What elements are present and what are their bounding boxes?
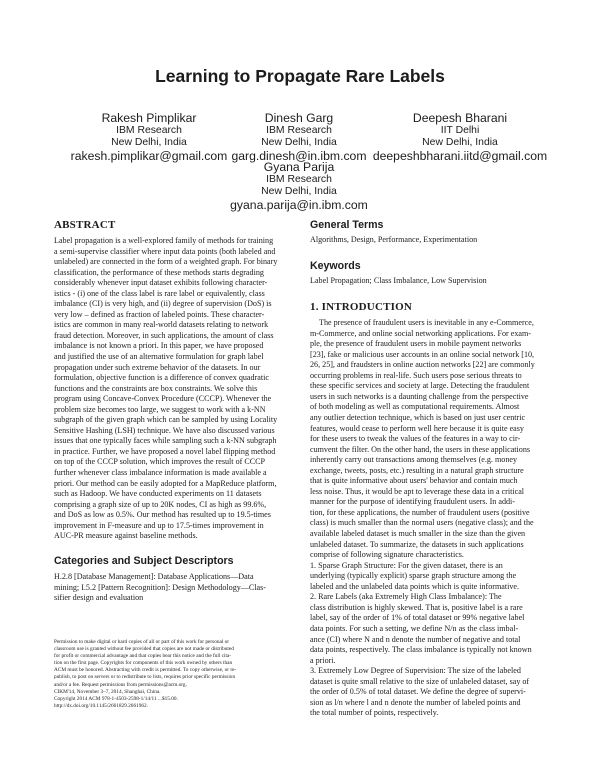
introduction-line: of both modeling as well as computational requirements. Almost <box>310 402 520 412</box>
permission-line: Copyright 2014 ACM 978-1-4503-2598-1/14/11 ...$15.00. <box>54 695 178 702</box>
paper-title: Learning to Propagate Rare Labels <box>155 66 445 86</box>
introduction-line: label, say of the order of 1% of total dataset or 99% negative label <box>310 613 525 623</box>
abstract-line: propagation under such extreme behavior of the datasets. In our <box>54 362 261 372</box>
abstract-line: istics are common in many real-world datasets relating to network <box>54 320 269 330</box>
abstract-line: comprising a graph size of up to 20K nodes, CI as high as 99.6%, <box>54 499 267 509</box>
categories-line: H.2.8 [Database Management]: Database Applications—Data <box>54 572 254 581</box>
abstract-line: Sensitive Hashing (LSH) technique. We have also discussed various <box>54 425 275 435</box>
introduction-line: underlying (typically explicit) sparse graph structure among the <box>310 571 517 581</box>
introduction-line: these specific services and society at large. Detecting the fraudulent <box>310 381 530 391</box>
introduction-line: manner for the purpose of identifying fraudulent users. In addi- <box>310 497 515 507</box>
introduction-line: 2. Rare Labels (aka Extremely High Class Imbalance): The <box>310 592 502 602</box>
abstract-line: issues that one typically faces while sampling such a k-NN subgraph <box>54 436 277 446</box>
left-column <box>54 219 295 542</box>
keywords-text: Label Propagation; Class Imbalance, Low Supervision <box>310 275 487 285</box>
author-affiliation: IBM Research <box>266 174 332 185</box>
permission-body <box>54 639 295 710</box>
introduction-line: 1. Sparse Graph Structure: For the given dataset, there is an <box>310 560 503 570</box>
abstract-line: problem size becomes too large, we suggest to work with a k-NN <box>54 404 266 414</box>
introduction-line: tion, for these applications, the number of fraudulent users (positive <box>310 507 530 517</box>
author-block <box>345 111 575 163</box>
introduction-line: 26, 25], and fraudsters in online auction networks [22] are commonly <box>310 360 535 370</box>
abstract-line: AUC-PR measure against baseline methods. <box>54 531 198 541</box>
abstract-line: further whenever class imbalance information is made available a <box>54 468 267 478</box>
abstract-line: in practice. Further, we have proposed a novel label flipping method <box>54 446 276 456</box>
author-affiliation: IBM Research <box>266 125 332 136</box>
introduction-line: any outlier detection technique, which is based on just user centric <box>310 413 526 423</box>
right-column <box>310 219 548 719</box>
categories-heading: Categories and Subject Descriptors <box>54 555 234 567</box>
introduction-line: occurring problems in real-life. Such users pose serious threats to <box>310 370 522 380</box>
abstract-line: functions and the constraints are box constraints. We solve this <box>54 383 258 393</box>
introduction-line: a priori. <box>310 655 336 665</box>
permission-line: ACM must be honored. Abstracting with credit is permitted. To copy otherwise, or re- <box>54 667 237 674</box>
abstract-line: subgraph of the given graph which can be sampled by using Locality <box>54 415 278 425</box>
author-name: Gyana Parija <box>263 160 335 174</box>
author-location: New Delhi, India <box>261 137 337 148</box>
author-location: New Delhi, India <box>261 186 337 197</box>
introduction-line: data points. For such a setting, we define N/n as the class imbal- <box>310 623 519 633</box>
author-affiliation: IIT Delhi <box>440 125 480 136</box>
introduction-line: the total number of points, respectively. <box>310 708 439 718</box>
introduction-line: class distribution is highly skewed. That is, positive label is a rare <box>310 602 523 612</box>
introduction-line: cumvent the filter. On the other hand, the users in these applications <box>310 444 531 454</box>
author-email: gyana.parija@in.ibm.com <box>230 198 368 212</box>
introduction-line: users in such networks is a daunting challenge from the perspective <box>310 391 529 401</box>
author-email: deepeshbharani.iitd@gmail.com <box>372 149 548 163</box>
abstract-line: improvement in F-measure and up to 17.5-times improvement in <box>54 520 264 530</box>
abstract-line: priori. Our method can be easily adopted for a MapReduce platform, <box>54 478 277 488</box>
introduction-body <box>310 318 548 719</box>
introduction-line: unlabeled dataset. To summarize, the datasets in such applications <box>310 539 524 549</box>
introduction-line: [23], fake or malicious user accounts in an online social network [10, <box>310 349 535 359</box>
introduction-line: that is quite informative about users' behavior and contain much <box>310 476 518 486</box>
permission-line: publish, to post on servers or to redistribute to lists, requires prior specific permission <box>54 674 236 681</box>
abstract-line: formulation, objective function is a difference of convex quadratic <box>54 373 269 383</box>
permission-line: CIKM'14, November 3–7, 2014, Shanghai, China. <box>54 688 161 695</box>
categories-section <box>54 555 295 604</box>
abstract-line: very low – defined as fraction of labeled points. These character- <box>54 309 265 319</box>
permission-line: Permission to make digital or hard copies of all or part of this work for personal or <box>54 639 230 645</box>
author-location: New Delhi, India <box>111 137 187 148</box>
permission-line: http://dx.doi.org/10.1145/2661829.2661962. <box>54 702 149 709</box>
introduction-line: data points, respectively. The class imbalance is typically not known <box>310 645 532 655</box>
abstract-line: istics - (i) one of the class label is rare label or equivalently, class <box>54 288 265 298</box>
abstract-heading: ABSTRACT <box>54 219 116 231</box>
general-terms-heading: General Terms <box>310 219 384 231</box>
introduction-line: The presence of fraudulent users is inevitable in any e-Commerce, <box>319 318 534 328</box>
author-name: Rakesh Pimplikar <box>101 111 197 125</box>
author-name: Dinesh Garg <box>264 111 334 125</box>
permission-line: and/or a fee. Request permissions from permissions@acm.org. <box>54 681 187 688</box>
introduction-line: m-Commerce, and online social networking applications. For exam- <box>310 328 531 338</box>
introduction-line: less noise. Thus, it would be apt to leverage these data in a critical <box>310 486 525 496</box>
permission-line: classroom use is granted without fee provided that copies are not made or distributed <box>54 646 234 653</box>
abstract-body <box>54 236 295 542</box>
author-email: rakesh.pimplikar@gmail.com <box>70 149 228 163</box>
categories-line: mining; I.5.2 [Pattern Recognition]: Design Methodology—Clas- <box>54 582 266 592</box>
abstract-line: classification, the performance of these methods starts degrading <box>54 267 264 277</box>
introduction-line: dataset is quite small relative to the size of unlabeled dataset, say of <box>310 676 530 686</box>
introduction-line: the order of 0.5% of total dataset. We define the degree of supervi- <box>310 687 526 697</box>
abstract-line: considerably whenever input dataset exhibits following character- <box>54 278 268 288</box>
introduction-line: labeled and the unlabeled data points which is quite informative. <box>310 581 520 591</box>
author-affiliation: IBM Research <box>116 125 182 136</box>
introduction-line: comprise of following signature characteristics. <box>310 550 464 560</box>
categories-body <box>54 572 295 604</box>
abstract-line: unlabeled) are connected in the form of a weighted graph. For binary <box>54 257 278 267</box>
abstract-line: fraud detection. Moreover, in such applications, the amount of class <box>54 330 274 340</box>
author-block <box>189 160 409 212</box>
author-name: Deepesh Bharani <box>412 111 508 125</box>
abstract-line: Label propagation is a well-explored family of methods for training <box>54 236 274 245</box>
introduction-line: available labeled dataset is much smaller in the size than the given <box>310 529 526 539</box>
categories-line: sifier design and evaluation <box>54 593 144 603</box>
abstract-line: and DoS as low as 0.5%. Our method has resulted up to 19.5-times <box>54 510 271 520</box>
permission-line: for profit or commercial advantage and that copies bear this notice and the full cita- <box>54 653 232 660</box>
abstract-line: and justified the use of an alternative formulation for graph label <box>54 352 264 362</box>
abstract-line: imbalance is not known a priori. In this paper, we have proposed <box>54 341 264 351</box>
author-email: garg.dinesh@in.ibm.com <box>231 149 367 163</box>
introduction-line: for these users to tweak the values of the features in a way to cir- <box>310 434 521 444</box>
abstract-line: a semi-supervise classifier where input data points (both labeled and <box>54 246 276 256</box>
permission-notice <box>54 639 295 710</box>
introduction-line: ance (CI) where N and n denote the number of negative and total <box>310 634 521 644</box>
abstract-line: such as Hadoop. We have conducted experiments on 11 datasets <box>54 489 262 499</box>
introduction-line: inherently carry out transactions among themselves (e.g. money <box>310 455 518 465</box>
introduction-line: ple, the presence of fraudulent users in mobile payment networks <box>310 339 522 349</box>
author-location: New Delhi, India <box>422 137 498 148</box>
abstract-line: on top of the CCCP solution, which improves the result of CCCP <box>54 457 266 467</box>
introduction-line: class) is much smaller than the normal users (negative class); and the <box>310 518 534 528</box>
keywords-heading: Keywords <box>310 259 361 272</box>
abstract-line: program using Concave-Convex Procedure (CCCP). Whenever the <box>54 394 272 404</box>
introduction-line: features, would cease to perform well here because it is quite easy <box>310 423 524 433</box>
introduction-line: sion as l/n where l and n denote the number of labeled points and <box>310 697 521 707</box>
introduction-line: 3. Extremely Low Degree of Supervision: The size of the labeled <box>310 666 521 676</box>
introduction-line: exchange, tweets, posts, etc.) resulting in a natural graph structure <box>310 465 524 475</box>
abstract-line: imbalance (CI) is very high, and (ii) degree of supervision (DoS) is <box>54 299 272 309</box>
general-terms-text: Algorithms, Design, Performance, Experimentation <box>310 235 478 244</box>
permission-line: tion on the first page. Copyrights for components of this work owned by others than <box>54 660 233 667</box>
introduction-heading: 1. INTRODUCTION <box>310 301 413 314</box>
